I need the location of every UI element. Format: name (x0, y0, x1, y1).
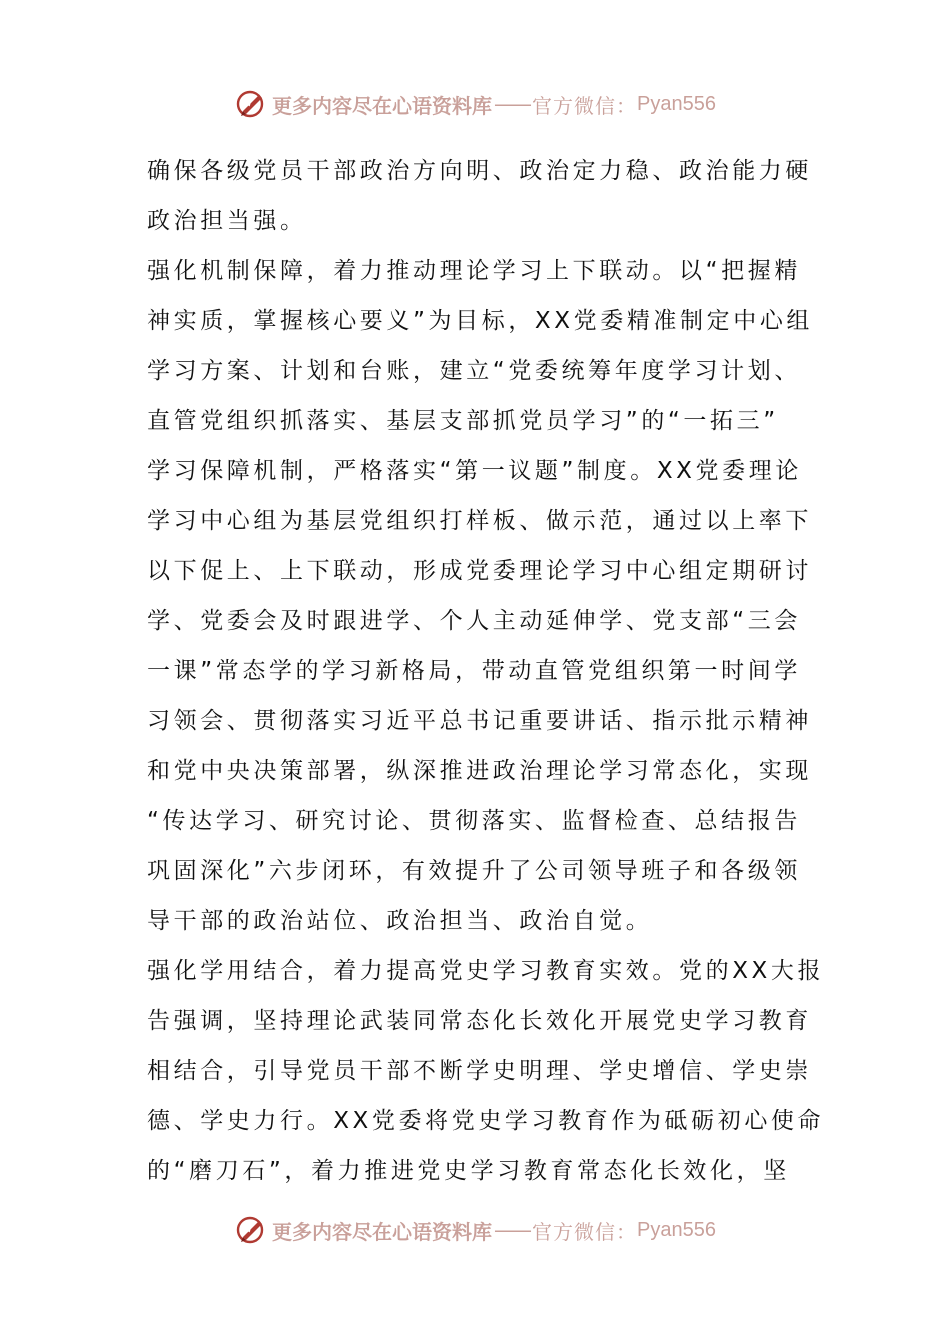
text-line: 和党中央决策部署，纵深推进政治理论学习常态化，实现 (147, 758, 812, 784)
watermark-dash: —— (494, 1218, 531, 1242)
text-line: 政治担当强。 (147, 208, 307, 234)
watermark-id: Pyan556 (637, 1218, 716, 1241)
text-line: 强化学用结合，着力提高党史学习教育实效。党的XX大报 (147, 958, 825, 984)
watermark-dash: —— (494, 92, 531, 116)
text-line: 直管党组织抓落实、基层支部抓党员学习”的“一拓三” (147, 408, 779, 434)
text-line: 导干部的政治站位、政治担当、政治自觉。 (147, 908, 653, 934)
text-line: 巩固深化”六步闭环，有效提升了公司领导班子和各级领 (147, 858, 801, 884)
text-line: 确保各级党员干部政治方向明、政治定力稳、政治能力硬 (147, 158, 812, 184)
text-line: 强化机制保障，着力推动理论学习上下联动。以“把握精 (147, 258, 801, 284)
watermark-footer (0, 1210, 950, 1250)
text-line: 学习中心组为基层党组织打样板、做示范，通过以上率下 (147, 508, 812, 534)
watermark-main-text: 更多内容尽在心语资料库 (272, 1219, 493, 1244)
text-line: 习领会、贯彻落实习近平总书记重要讲话、指示批示精神 (147, 708, 812, 734)
text-line: 德、学史力行。XX党委将党史学习教育作为砥砺初心使命 (147, 1108, 825, 1134)
text-line: 告强调，坚持理论武装同常态化长效化开展党史学习教育 (147, 1008, 812, 1034)
watermark-main-text: 更多内容尽在心语资料库 (272, 93, 493, 118)
document-body (147, 146, 825, 1196)
text-line: 神实质，掌握核心要义”为目标，XX党委精准制定中心组 (147, 308, 814, 334)
pen-logo-icon (234, 87, 268, 121)
text-line: 学、党委会及时跟进学、个人主动延伸学、党支部“三会 (147, 608, 801, 634)
text-line: “传达学习、研究讨论、贯彻落实、监督检查、总结报告 (147, 808, 801, 834)
text-line: 相结合，引导党员干部不断学史明理、学史增信、学史崇 (147, 1058, 812, 1084)
watermark-header (0, 84, 950, 124)
text-line: 以下促上、上下联动，形成党委理论学习中心组定期研讨 (147, 558, 812, 584)
watermark-label: 官方微信： (532, 93, 638, 118)
watermark-label: 官方微信： (532, 1219, 638, 1244)
text-line: 一课”常态学的学习新格局，带动直管党组织第一时间学 (147, 658, 801, 684)
watermark-id: Pyan556 (637, 92, 716, 115)
text-line: 学习方案、计划和台账，建立“党委统筹年度学习计划、 (147, 358, 801, 384)
text-line: 的“磨刀石”，着力推进党史学习教育常态化长效化，坚 (147, 1158, 790, 1184)
text-line: 学习保障机制，严格落实“第一议题”制度。XX党委理论 (147, 458, 802, 484)
pen-logo-icon (234, 1213, 268, 1247)
